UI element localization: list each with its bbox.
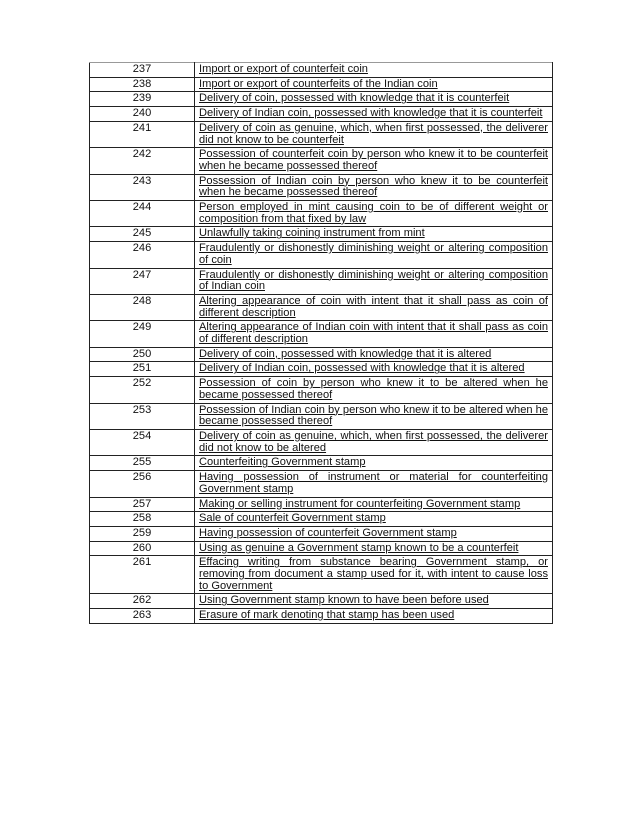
section-number: 250 — [90, 347, 195, 362]
table-row — [90, 526, 553, 541]
section-number: 254 — [90, 429, 195, 455]
table-row — [90, 121, 553, 147]
section-number: 259 — [90, 526, 195, 541]
offence-description: Erasure of mark denoting that stamp has been used — [195, 609, 553, 624]
section-number: 263 — [90, 609, 195, 624]
section-number: 251 — [90, 362, 195, 377]
table-row — [90, 541, 553, 556]
table-row — [90, 92, 553, 107]
table-row — [90, 609, 553, 624]
section-number: 238 — [90, 77, 195, 92]
table-row — [90, 497, 553, 512]
offence-description: Import or export of counterfeit coin — [195, 63, 553, 78]
section-number: 245 — [90, 227, 195, 242]
table-row — [90, 201, 553, 227]
table-row — [90, 227, 553, 242]
section-number: 257 — [90, 497, 195, 512]
section-number: 242 — [90, 148, 195, 174]
offence-description: Delivery of coin, possessed with knowledge that it is altered — [195, 347, 553, 362]
offence-description: Unlawfully taking coining instrument from mint — [195, 227, 553, 242]
table-row — [90, 148, 553, 174]
section-number: 241 — [90, 121, 195, 147]
offence-description: Counterfeiting Government stamp — [195, 456, 553, 471]
offence-description: Making or selling instrument for counterfeiting Government stamp — [195, 497, 553, 512]
section-number: 252 — [90, 377, 195, 403]
section-number: 256 — [90, 471, 195, 497]
offence-description: Fraudulently or dishonestly diminishing weight or altering composition of Indian coin — [195, 268, 553, 294]
offence-description: Possession of Indian coin by person who knew it to be counterfeit when he became possessed thereof — [195, 174, 553, 200]
section-number: 255 — [90, 456, 195, 471]
table-row — [90, 77, 553, 92]
table-row — [90, 556, 553, 594]
table-row — [90, 63, 553, 78]
table-row — [90, 471, 553, 497]
section-number: 237 — [90, 63, 195, 78]
offence-description: Using Government stamp known to have been before used — [195, 594, 553, 609]
offence-description: Possession of coin by person who knew it to be altered when he became possessed thereof — [195, 377, 553, 403]
section-number: 239 — [90, 92, 195, 107]
table-row — [90, 362, 553, 377]
offence-description: Altering appearance of Indian coin with intent that it shall pass as coin of different description — [195, 321, 553, 347]
table-row — [90, 456, 553, 471]
table-row — [90, 594, 553, 609]
section-number: 253 — [90, 403, 195, 429]
offence-description: Using as genuine a Government stamp known to be a counterfeit — [195, 541, 553, 556]
offence-description: Fraudulently or dishonestly diminishing weight or altering composition of coin — [195, 242, 553, 268]
table-row — [90, 403, 553, 429]
table-row — [90, 242, 553, 268]
table-row — [90, 268, 553, 294]
offence-description: Delivery of Indian coin, possessed with knowledge that it is altered — [195, 362, 553, 377]
table-row — [90, 321, 553, 347]
section-number: 248 — [90, 294, 195, 320]
section-number: 262 — [90, 594, 195, 609]
section-number: 243 — [90, 174, 195, 200]
offence-description: Having possession of instrument or material for counterfeiting Government stamp — [195, 471, 553, 497]
offence-description: Delivery of coin as genuine, which, when first possessed, the deliverer did not know to be altered — [195, 429, 553, 455]
table-row — [90, 294, 553, 320]
section-number: 246 — [90, 242, 195, 268]
offence-description: Delivery of coin as genuine, which, when first possessed, the deliverer did not know to be counterfeit — [195, 121, 553, 147]
offence-description: Person employed in mint causing coin to be of different weight or composition from that fixed by law — [195, 201, 553, 227]
table-row — [90, 107, 553, 122]
offence-description: Possession of counterfeit coin by person who knew it to be counterfeit when he became possessed thereof — [195, 148, 553, 174]
table-row — [90, 174, 553, 200]
offence-description: Sale of counterfeit Government stamp — [195, 512, 553, 527]
section-number: 261 — [90, 556, 195, 594]
ipc-sections-table — [89, 62, 553, 624]
table-row — [90, 512, 553, 527]
offence-description: Possession of Indian coin by person who knew it to be altered when he became possessed thereof — [195, 403, 553, 429]
section-number: 258 — [90, 512, 195, 527]
offence-description: Delivery of coin, possessed with knowledge that it is counterfeit — [195, 92, 553, 107]
offence-description: Effacing writing from substance bearing Government stamp, or removing from document a stamp used for it, with intent to cause loss to Government — [195, 556, 553, 594]
table-row — [90, 377, 553, 403]
section-number: 260 — [90, 541, 195, 556]
section-number: 240 — [90, 107, 195, 122]
section-number: 247 — [90, 268, 195, 294]
table-row — [90, 429, 553, 455]
document-page — [89, 62, 553, 624]
table-row — [90, 347, 553, 362]
offence-description: Altering appearance of coin with intent that it shall pass as coin of different description — [195, 294, 553, 320]
offence-description: Delivery of Indian coin, possessed with knowledge that it is counterfeit — [195, 107, 553, 122]
section-number: 244 — [90, 201, 195, 227]
offence-description: Having possession of counterfeit Government stamp — [195, 526, 553, 541]
section-number: 249 — [90, 321, 195, 347]
offence-description: Import or export of counterfeits of the Indian coin — [195, 77, 553, 92]
